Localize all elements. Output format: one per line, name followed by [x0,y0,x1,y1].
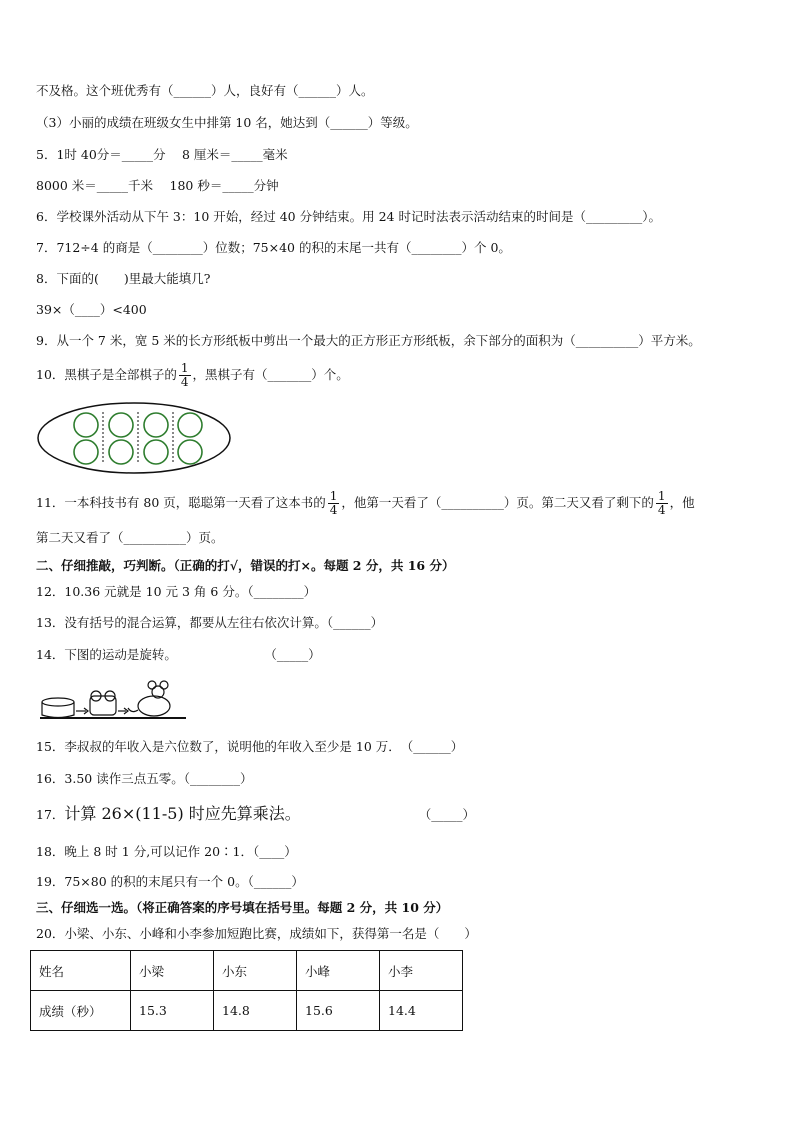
q14: 14．下图的运动是旋转。 （_____） [36,647,321,662]
section-3-heading: 三、仔细选一选。（将正确答案的序号填在括号里。每题 2 分，共 10 分） [36,900,449,915]
table-cell: 成绩（秒） [31,991,131,1031]
q6: 6．学校课外活动从下午 3：10 开始，经过 40 分钟结束。用 24 时记时法表示活动结束的时间是（_________）。 [36,209,661,224]
table-header-row [31,951,463,991]
table-cell: 小李 [380,951,463,991]
q15: 15．李叔叔的年收入是六位数了，说明他的年收入至少是 10 万． （______） [36,739,464,754]
q11-text-b: ，他第一天看了（__________）页。第二天又看了剩下的 [341,495,654,510]
chess-pieces-figure [36,400,236,476]
table-cell: 14.4 [380,991,463,1031]
q20: 20．小梁、小东、小峰和小李参加短跑比赛，成绩如下，获得第一名是（ ） [36,926,477,941]
q17-number: 17． [36,807,65,822]
chess-piece-circle [109,413,133,437]
q12: 12．10.36 元就是 10 元 3 角 6 分。（________） [36,584,317,599]
q11-fraction-1 [328,490,340,517]
q11-line2: 第二天又看了（__________）页。 [36,530,224,545]
rotation-motion-picture [40,678,186,722]
chess-piece-circle [74,440,98,464]
table-cell: 小梁 [131,951,214,991]
fraction-numerator: 1 [180,361,189,375]
q11-text-a: 11．一本科技书有 80 页，聪聪第一天看了这本书的 [36,495,326,510]
q17 [36,803,475,826]
wheel-top [42,698,74,706]
fraction-numerator: 1 [329,489,338,503]
table-row [31,991,463,1031]
q11-text-c: ，他 [669,495,695,510]
fraction-denominator: 4 [180,375,189,389]
fraction-numerator: 1 [657,489,666,503]
cart-body [90,696,116,715]
q4-continuation: 不及格。这个班优秀有（______）人，良好有（______）人。 [36,83,374,98]
chess-piece-circle [178,413,202,437]
q8: 8．下面的( )里最大能填几? [36,271,211,286]
q10-text-before: 10．黑棋子是全部棋子的 [36,367,177,382]
q4-part3: （3）小丽的成绩在班级女生中排第 10 名，她达到（______）等级。 [36,115,418,130]
oval-outline [38,403,230,473]
q19: 19．75×80 的积的末尾只有一个 0。（______） [36,874,304,889]
q10-text-after: ，黑棋子有（_______）个。 [192,367,349,382]
scores-table [30,950,463,1031]
chess-piece-circle [144,413,168,437]
table-cell: 小峰 [297,951,380,991]
section-2-heading: 二、仔细推敲，巧判断。（正确的打√，错误的打×。每题 2 分，共 16 分） [36,558,455,573]
q11-line1 [36,486,695,520]
mouse-ear [160,681,168,689]
q10 [36,358,349,392]
chess-piece-circle [74,413,98,437]
mouse-tail [128,708,138,712]
q10-fraction [179,362,191,389]
table-cell: 小东 [214,951,297,991]
table-cell: 15.3 [131,991,214,1031]
q5-line2: 8000 米＝_____千米 180 秒＝_____分钟 [36,178,279,193]
q11-fraction-2 [656,490,668,517]
q5-line1: 5．1时 40分＝_____分 8 厘米＝_____毫米 [36,147,288,162]
q9: 9．从一个 7 米，宽 5 米的长方形纸板中剪出一个最大的正方形正方形纸板，余下部分的面积为（__________）平方米。 [36,333,701,348]
q7: 7．712÷4 的商是（________）位数；75×40 的积的末尾一共有（________）个 0。 [36,240,511,255]
q17-blank: （_____） [418,807,476,822]
q16: 16．3.50 读作三点五零。（________） [36,771,253,786]
table-cell: 姓名 [31,951,131,991]
mouse-ear [148,681,156,689]
chess-piece-circle [178,440,202,464]
q17-text: 计算 26×(11-5) 时应先算乘法。 [64,804,301,823]
mouse-body [138,696,170,716]
fraction-denominator: 4 [329,503,338,517]
fraction-denominator: 4 [657,503,666,517]
q18: 18．晚上 8 时 1 分,可以记作 20∶1．（____） [36,844,297,859]
q8-expression: 39×（____）<400 [36,302,147,317]
table-cell: 15.6 [297,991,380,1031]
q13: 13．没有括号的混合运算，都要从左往右依次计算。（______） [36,615,384,630]
table-cell: 14.8 [214,991,297,1031]
chess-piece-circle [144,440,168,464]
chess-piece-circle [109,440,133,464]
